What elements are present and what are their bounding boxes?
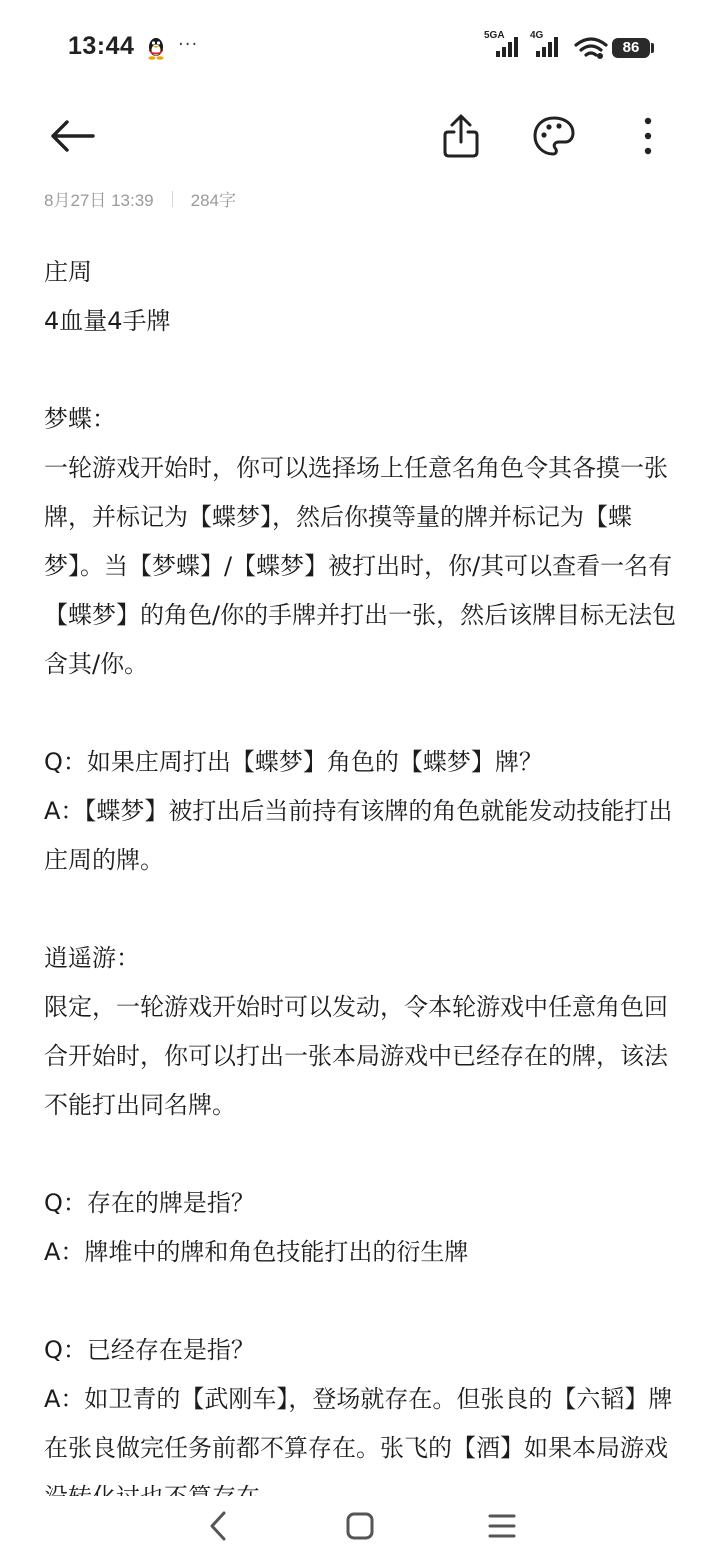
blank-line <box>44 885 684 934</box>
nav-home-icon <box>345 1511 375 1541</box>
blank-line <box>44 346 684 395</box>
more-options-button[interactable] <box>628 108 668 164</box>
share-button[interactable] <box>436 108 486 164</box>
blank-line <box>44 1277 684 1326</box>
skill2-description: 限定，一轮游戏开始时可以发动，令本轮游戏中任意角色回合开始时，你可以打出一张本局游戏中已经存在的牌，该法不能打出同名牌。 <box>44 993 668 1119</box>
blank-line <box>44 689 684 738</box>
nav-recent-button[interactable] <box>472 1504 532 1548</box>
sim1-network-label: 5GA <box>484 30 505 41</box>
nav-menu-icon <box>487 1512 517 1540</box>
palette-icon <box>531 114 577 158</box>
skill1-description: 一轮游戏开始时，你可以选择场上任意名角色令其各摸一张牌，并标记为【蝶梦】，然后你摸等量的牌并标记为【蝶梦】。当【梦蝶】/【蝶梦】被打出时，你/其可以查看一名有【蝶梦】的角色/你的手牌并打出一张，然后该牌目标无法包含其/你。 <box>44 454 677 678</box>
nav-home-button[interactable] <box>330 1504 390 1548</box>
note-content[interactable] <box>44 248 684 1522</box>
share-icon <box>441 112 481 160</box>
question-3: Q：已经存在是指？ <box>44 1336 255 1364</box>
battery-icon: 86 <box>612 38 650 58</box>
sim2-network-label: 4G <box>530 30 544 41</box>
battery-tip <box>651 43 654 53</box>
nav-back-button[interactable] <box>188 1504 248 1548</box>
qq-penguin-icon <box>145 35 167 61</box>
meta-divider <box>172 191 173 207</box>
system-nav-bar <box>0 1496 720 1565</box>
status-more-indicator: ··· <box>178 34 199 55</box>
note-word-count: 284字 <box>190 191 237 210</box>
arrow-left-icon <box>47 118 97 154</box>
note-date: 8月27日 13:39 <box>44 191 154 210</box>
note-meta <box>44 186 236 211</box>
question-1: Q：如果庄周打出【蝶梦】角色的【蝶梦】牌？ <box>44 748 543 776</box>
wifi-icon <box>574 36 608 60</box>
answer-1: A：【蝶梦】被打出后当前持有该牌的角色就能发动技能打出庄周的牌。 <box>44 797 673 874</box>
note-stats-line: 4血量4手牌 <box>44 307 171 335</box>
note-title-line: 庄周 <box>44 258 92 286</box>
question-2: Q：存在的牌是指？ <box>44 1189 255 1217</box>
theme-palette-button[interactable] <box>528 108 580 164</box>
answer-3: A：如卫青的【武刚车】，登场就存在。但张良的【六韬】牌在张良做完任务前都不算存在。张飞的【酒】如果本局游戏 <box>44 1385 673 1462</box>
skill1-name: 梦蝶： <box>44 405 116 433</box>
skill2-name: 逍遥游： <box>44 944 140 972</box>
status-bar <box>0 0 720 96</box>
answer-2: A：牌堆中的牌和角色技能打出的衍生牌 <box>44 1238 469 1266</box>
blank-line <box>44 1130 684 1179</box>
more-vertical-icon <box>642 116 654 156</box>
status-time: 13:44 <box>68 32 135 60</box>
nav-back-icon <box>206 1510 230 1542</box>
back-button[interactable] <box>44 112 100 160</box>
note-toolbar <box>0 100 720 172</box>
